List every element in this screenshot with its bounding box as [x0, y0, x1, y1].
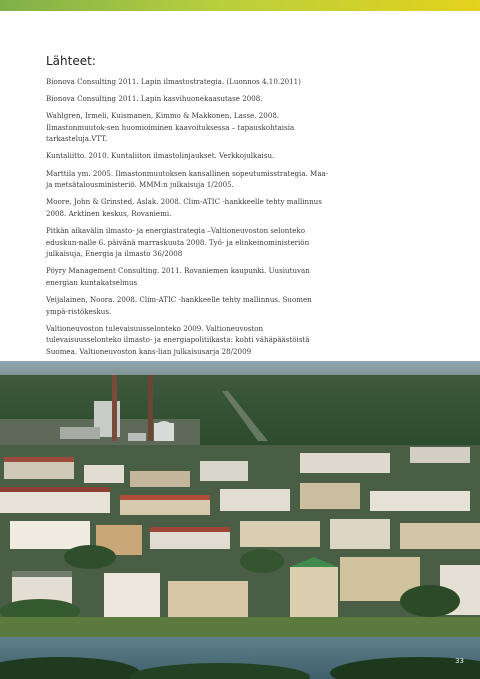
- reference-item: Bionova Consulting 2011. Lapin ilmastostrategia. (Luonnos 4.10.2011): [46, 77, 301, 86]
- page-heading: Lähteet:: [46, 54, 96, 68]
- reference-item: Kuntaliitto. 2010. Kuntaliiton ilmastolinjaukset. Verkkojulkaisu.: [46, 151, 275, 161]
- reference-item: Veijalainen, Noora. 2008. Clim-ATIC -hankkeelle tehty mallinnus. Suomen ympä-ristökeskus.: [46, 294, 312, 316]
- reference-item: Pöyry Management Consulting. 2011. Rovaniemen kaupunki. Uusiutuvan energian kuntakatselmus: [46, 266, 310, 287]
- reference-item: Bionova Consulting 2011. Lapin kasvihuonekaasutase 2008.: [46, 94, 263, 104]
- reference-item: Moore, John & Grinsted, Aslak. 2008. Clim-ATIC -hankkeelle tehty mallinnus 2008. Arktinen keskus, Rovaniemi.: [46, 197, 322, 218]
- reference-item: Pitkän aikavälin ilmasto- ja energiastrategia –Valtioneuvoston selonteko eduskun-nalle 6. päivänä marraskuuta 2008. Työ- ja elinkeinoministeriön julkaisuja, Energia ja ilmasto 36/2008: [46, 225, 310, 259]
- reference-item: Marttila ym. 2005. Ilmastonmuutoksen kansallinen sopeutumisstrategia. Maa- ja metsätalousministeriö. MMM:n julkaisuja 1/2005.: [46, 168, 329, 190]
- city-aerial-photo: [0, 361, 480, 679]
- reference-item: Wahlgren, Irmeli, Kuismanen, Kimmo & Makkonen, Lasse. 2008. Ilmastonmuutok-sen huomioiminen kaavoituksessa – tapauskohtaisia tarkasteluja.VTT.: [46, 111, 295, 144]
- reference-item: Valtioneuvoston tulevaisuusselonteko 2009. Valtioneuvoston tulevaisuusselonteko ilmasto- ja energiapolitiikasta: kohti vähäpäästöistä Suomea. Valtioneuvoston kans-lian julkaisusarja 28/2009: [46, 323, 310, 356]
- page-number: 33: [455, 657, 464, 665]
- reference-list: [46, 76, 334, 363]
- top-color-band: [0, 0, 480, 11]
